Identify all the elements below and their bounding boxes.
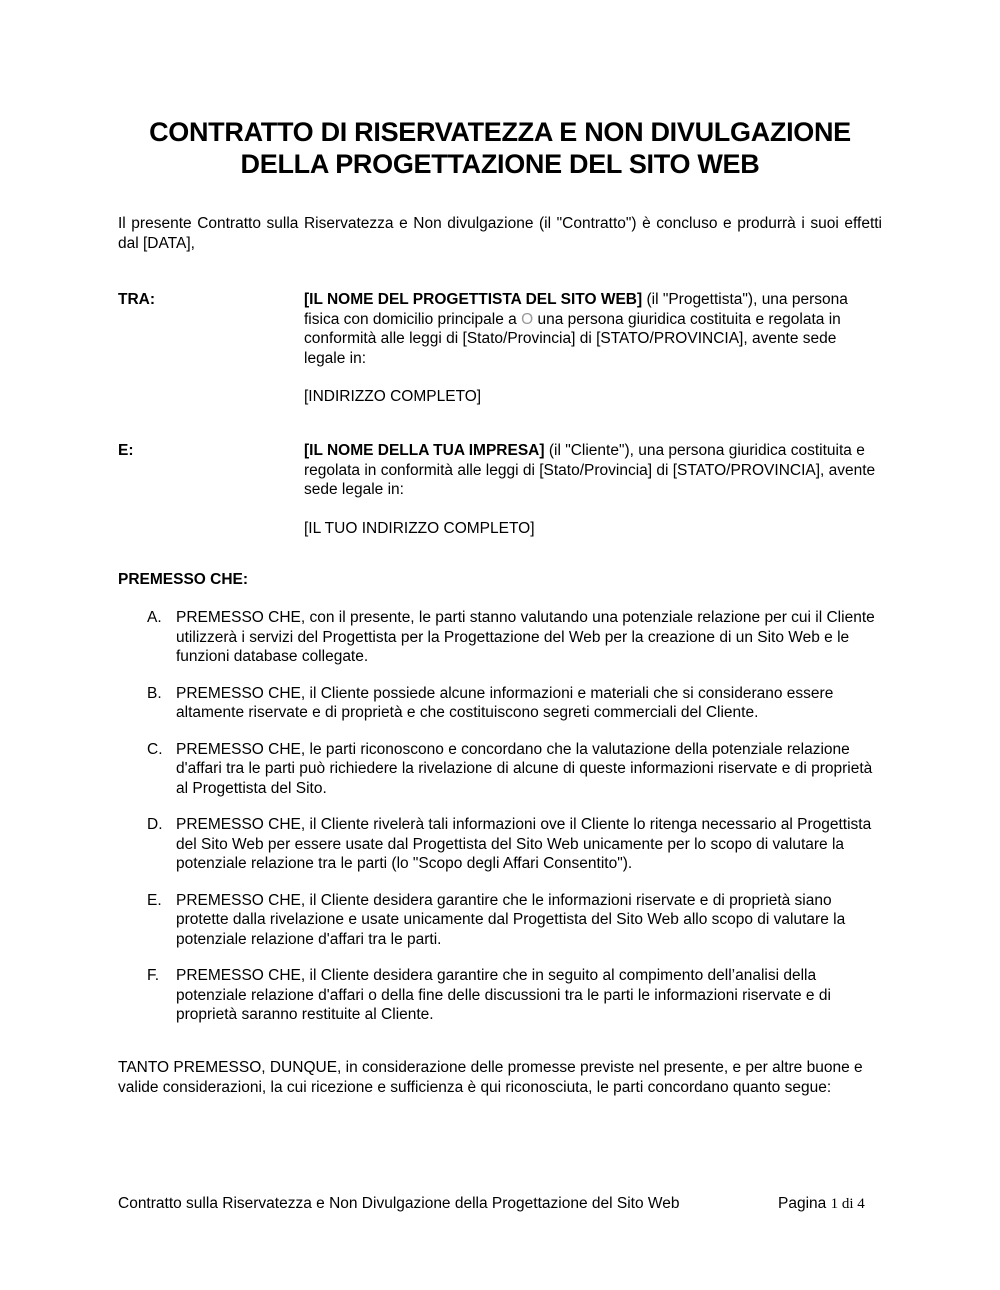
party-designer-description <box>304 290 882 368</box>
document-title <box>98 116 902 180</box>
recital-item <box>118 684 882 723</box>
recital-letter: E. <box>147 891 162 909</box>
recital-item <box>118 740 882 799</box>
party-label-e: E: <box>118 442 134 459</box>
recital-letter: C. <box>147 740 163 758</box>
client-name-placeholder: [IL NOME DELLA TUA IMPRESA] <box>304 442 545 459</box>
page-of: di <box>838 1196 858 1212</box>
page-current: 1 <box>830 1196 839 1212</box>
party-designer-body <box>304 290 882 407</box>
recital-text: PREMESSO CHE, il Cliente desidera garantire che in seguito al compimento dell’analisi della potenziale relazione d'affari o della fine delle discussioni tra le parti le informazioni riservate e di proprietà saranno restituite al Cliente. <box>176 967 831 1023</box>
closing-paragraph: TANTO PREMESSO, DUNQUE, in considerazione delle promesse previste nel presente, e per altre buone e valide considerazioni, la cui ricezione e sufficienza è qui riconosciuta, le parti concordano quanto segue: <box>118 1059 863 1096</box>
intro-paragraph: Il presente Contratto sulla Riservatezza e Non divulgazione (il "Contratto") è concluso e produrrà i suoi effetti dal [DATA], <box>118 215 882 252</box>
title-line-2: DELLA PROGETTAZIONE DEL SITO WEB <box>240 149 760 179</box>
recital-item <box>118 815 882 874</box>
recital-item <box>118 891 882 950</box>
page-number <box>778 1194 865 1215</box>
page-total: 4 <box>857 1196 865 1212</box>
recital-text: PREMESSO CHE, il Cliente possiede alcune informazioni e materiali che si considerano essere altamente riservate e di proprietà e che costituiscono segreti commerciali del Cliente. <box>176 684 834 721</box>
recital-text: PREMESSO CHE, il Cliente desidera garantire che le informazioni riservate e di proprietà siano protette dalla rivelazione e usate unicamente dal Progettista del Sito Web allo scopo di valutare la potenziale relazione d'affari tra le parti. <box>176 891 846 948</box>
recital-letter: D. <box>147 816 163 833</box>
party-label-tra: TRA: <box>118 291 156 308</box>
designer-name-placeholder: [IL NOME DEL PROGETTISTA DEL SITO WEB] <box>304 291 643 308</box>
designer-text-1: (il "Progettista"), una persona fisica con domicilio principale a <box>304 291 848 328</box>
recital-item <box>118 966 882 1025</box>
document-page <box>118 0 882 1290</box>
recital-text: PREMESSO CHE, con il presente, le parti stanno valutando una potenziale relazione per cui il Cliente utilizzerà i servizi del Progettista per la Progettazione del Web per la creazione di un Sito Web e le funzioni database collegate. <box>176 609 875 665</box>
recital-text: PREMESSO CHE, il Cliente rivelerà tali informazioni ove il Cliente lo ritenga necessario al Progettista del Sito Web per essere usate dal Progettista del Sito Web unicamente per lo scopo di valutare la potenziale relazione tra le parti (lo "Scopo degli Affari Consentito"). <box>176 816 872 872</box>
party-client-body <box>304 441 882 538</box>
designer-address-placeholder: [INDIRIZZO COMPLETO] <box>304 388 482 405</box>
recital-text: PREMESSO CHE, le parti riconoscono e concordano che la valutazione della potenziale relazione d'affari tra le parti può richiedere la rivelazione di alcune di queste informazioni riservate e di proprietà al Progettista del Sito. <box>176 740 873 797</box>
recital-item <box>118 608 882 667</box>
recital-letter: F. <box>147 967 160 984</box>
footer-title: Contratto sulla Riservatezza e Non Divulgazione della Progettazione del Sito Web <box>118 1195 680 1212</box>
empty-circle-glyph: O <box>521 310 534 328</box>
page-label: Pagina <box>778 1195 831 1212</box>
party-client-description <box>304 441 882 500</box>
recital-letter: B. <box>147 684 162 702</box>
recitals-list <box>118 608 882 1042</box>
recital-letter: A. <box>147 609 162 626</box>
recitals-heading: PREMESSO CHE: <box>118 571 249 588</box>
client-text: (il "Cliente"), una persona giuridica costituita e regolata in conformità alle leggi di [Stato/Provincia] di [STATO/PROVINCIA], avente sede legale in: <box>304 442 876 498</box>
designer-text-2: una persona giuridica costituita e regolata in conformità alle leggi di [Stato/Provincia] di [STATO/PROVINCIA], avente sede legale in: <box>304 310 841 367</box>
client-address-placeholder: [IL TUO INDIRIZZO COMPLETO] <box>304 519 535 537</box>
title-line-1: CONTRATTO DI RISERVATEZZA E NON DIVULGAZIONE <box>149 117 851 147</box>
